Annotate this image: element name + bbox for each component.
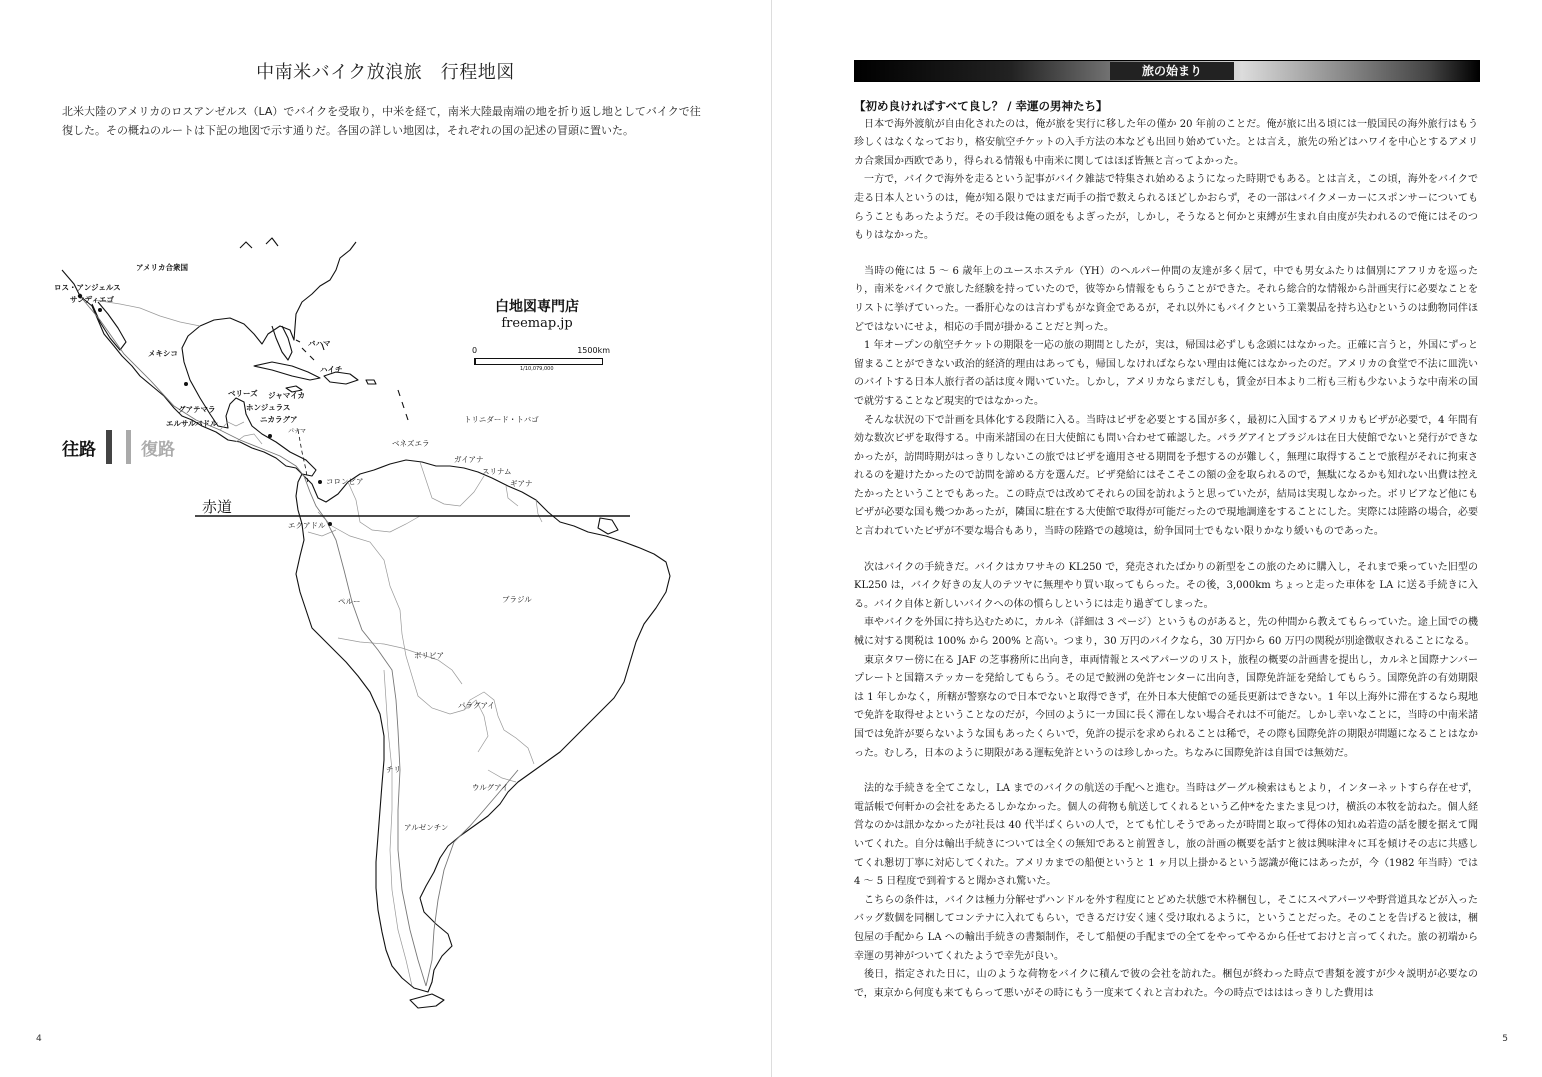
legend-return-label: 復路: [141, 439, 175, 460]
label-ecuador: エクアドル: [288, 521, 326, 530]
label-bahamas: バハマ: [308, 339, 331, 348]
label-brazil: ブラジル: [502, 595, 532, 604]
paragraph-gap: [854, 246, 1478, 263]
label-paraguay: パラグアイ: [458, 701, 495, 710]
right-page: [771, 0, 1542, 1077]
route-return-line: [426, 770, 518, 986]
equator-label: 赤道: [202, 498, 233, 516]
florida: [272, 326, 292, 360]
label-honduras: ホンジュラス: [246, 403, 291, 412]
scale-ratio-label: 1/10,079,000: [520, 366, 554, 372]
map-page-title: 中南米バイク放浪旅 行程地図: [256, 62, 515, 83]
map-scale-bar: [470, 346, 610, 376]
map-intro-text: 北米大陸のアメリカのロスアンゼルス（LA）でバイクを受取り，中米を経て，南米大陸最南端の地を折り返し地としてバイクで往復した。その概ねのルートは下記の地図で示す通りだ。各国の詳しい地図は，それぞれの国の記述の冒頭に置いた。: [62, 105, 701, 137]
chapter-title: 旅の始まり: [1110, 62, 1234, 80]
label-bolivia: ボリビア: [414, 651, 444, 660]
label-argentina: アルゼンチン: [404, 823, 449, 832]
map-credit-url: freemap.jp: [501, 316, 573, 331]
article-body: [854, 97, 1478, 1003]
label-trinidad: トリニダード・トバゴ: [464, 415, 539, 424]
puerto-rico: [366, 380, 376, 384]
paragraph: こちらの条件は，バイクは極力分解せずハンドルを外す程度にとどめた状態で木枠梱包し，そこにスペアパーツや野営道具などが入ったバッグ数個を同梱してコンテナに入れてもらい，できるだけ安く速く受け取れるように，ということだった。そのことを告げると彼は，梱包屋の手配から LA への輸出手続きの書類制作，そして船便の手配までの全てをやってやるから任せておけと言ってくれた。旅の初端から幸運の男神がついてくれたようで幸先が良い。: [854, 894, 1478, 962]
label-jamaica: ジャマイカ: [268, 391, 305, 400]
section-heading: 【初め良ければすべて良し？ / 幸運の男神たち】: [854, 99, 1108, 113]
label-venezuela: ベネズエラ: [392, 439, 430, 448]
label-chile: チリ: [386, 765, 401, 774]
paragraph: 車やバイクを外国に持ち込むために，カルネ（詳細は 3 ページ）というものがあると，先の仲間から教えてもらっていた。途上国での機械に対する関税は 100% から 200% と高い。つまり，30 万円のバイクなら，30 万円から 60 万円の関税が別途徴収されることになる。: [854, 617, 1478, 648]
label-guatemala: グアテマラ: [178, 405, 216, 414]
label-san-diego: サンディエゴ: [70, 295, 115, 304]
scale-max-label: 1500km: [577, 346, 610, 355]
paragraph: 当時の俺には 5 ～ 6 歳年上のユースホステル（YH）のヘルパー仲間の友達が多く居て，中でも男女ふたりは個別にアフリカを巡ったり，南米をバイクで旅した経験を持っていたので，彼等から情報をもらうことができた。それら総合的な情報から計画実行に必要なことをリストに挙げていった。一番肝心なのは言わずもがな資金であるが，それ以外にもバイクという工業製品を持ち込むというのは動物同伴ほどではないにせよ，相応の手間が掛かることだと判った。: [854, 265, 1478, 333]
paragraph-gap: [854, 763, 1478, 780]
paragraph: 法的な手続きを全てこなし，LA までのバイクの航送の手配へと進む。当時はグーグル検索はもとより，インターネットすら存在せず，電話帳で何軒かの会社をあたるしかなかった。個人の荷物も航送してくれるという乙仲*をたまたま見つけ，横浜の本牧を訪ねた。個人経営なのかは訊かなかったが社長は 40 代半ばくらいの人で，とても忙しそうであったが時間と取って得体の知れぬ若造の話を腰を据えて聞いてくれた。自分は輸出手続きについては全くの無知であると前置きし，旅の計画の概要を話すと彼は興味津々に耳を傾けその志に共感してくれ懇切丁寧に対応してくれた。アメリカまでの船便というと 1 ヶ月以上掛かるという認識が俺にはあったが，今（1982 年当時）では 4 ～ 5 日程度で到着すると聞かされ驚いた。: [854, 783, 1478, 888]
cuba: [254, 362, 320, 380]
label-suriname: スリナム: [482, 467, 512, 476]
paragraph: 後日，指定された日に，山のような荷物をバイクに積んで彼の会社を訪れた。梱包が終わった時点で書類を渡すが少々説明が必要なので，東京から何度も来てもらって悪いがその時にもう一度来てくれと言われた。今の時点ではははっきりした費用は: [854, 969, 1478, 999]
legend-return-swatch: [126, 430, 131, 464]
scale-zero-label: 0: [472, 346, 478, 355]
label-mexico: メキシコ: [148, 349, 178, 358]
label-los-angeles: ロス・アンジェルス: [54, 283, 121, 292]
label-colombia: コロンビア: [326, 477, 364, 486]
paragraph: 一方で，バイクで海外を走るという記事がバイク雑誌で特集され始めるようになった時期でもある。とは言え，この頃，海外をバイクで走る日本人というのは，俺が知る限りではまだ両手の指で数えられるほどしかおらず，その一部はバイクメーカーにスポンサーについてもらうこともあったようだ。その手段は俺の頭をもよぎったが，しかし，そうなると何かと束縛が生まれ自由度が失われるので俺にはそのつもりはなかった。: [854, 174, 1478, 242]
legend-outbound-swatch: [106, 430, 112, 464]
label-haiti: ハイチ: [320, 365, 343, 374]
paragraph-gap: [854, 542, 1478, 559]
page-number-left: 4: [36, 1034, 42, 1044]
label-panama: パナマ: [288, 428, 307, 435]
paragraph: 1 年オープンの航空チケットの期限を一応の旅の期間としたが，実は，帰国は必ずしも念頭にはなかった。正確に言うと，外国にずっと留まることができない政治的経済的理由はあっても，帰国しなければならない理由は俺にはなかったのだ。アメリカの食堂で不法に皿洗いのバイトする日本人旅行者の話は度々聞いていた。しかし，アメリカならまだしも，賃金が日本より二桁も三桁も少ないような中南米の国で就労することなど現実的ではなかった。: [854, 340, 1478, 407]
label-nicaragua: ニカラグア: [260, 415, 298, 424]
label-uruguay: ウルグアイ: [472, 783, 509, 792]
label-belize: ベリーズ: [228, 389, 258, 398]
south-america-coast: [296, 460, 670, 992]
label-usa: アメリカ合衆国: [136, 263, 188, 272]
map-credit-name: 白地図専門店: [495, 299, 579, 315]
map-credit: [492, 296, 582, 331]
label-peru: ペルー: [338, 597, 361, 606]
paragraph: そんな状況の下で計画を具体化する段階に入る。当時はビザを必要とする国が多く，最初に入国するアメリカもビザが必要で，4 年間有効な数次ビザを取得する。中南米諸国の在日大使館にも問い合わせて確認した。パラグアイとブラジルは在日大使館でないと発行ができなかったが，訪問時期がはっきりしないこの旅ではビザを適用させる期間を予想するのが難しく，無理に取得することで旅程がそれに拘束されるのを避けたかったので訪問を諦める方を選んだ。ビザ発給にはそこそこの額の金を取られるので，無駄になるかも知れない出費は控えたかったということでもあった。この時点では改めてそれらの国を訪れようと思っていたが，結局は実現しなかった。ボリビアなど他にもビザが必要な国も幾つかあったが，隣国に駐在する大使館で取得が可能だったので現地調達をすることにした。実際には陸路の場合，必要と言われていたビザが不要な場合もあり，当時の陸路での越境は，紛争国同士でもない限りかなり緩いものであった。: [854, 414, 1478, 538]
paragraph: 日本で海外渡航が自由化されたのは，俺が旅を実行に移した年の僅か 20 年前のことだ。俺が旅に出る頃には一般国民の海外旅行はもう珍しくはなくなっており，格安航空チケットの入手方法の本なども出回り始めていた。とは言え，旅先の殆どはハワイを中心とするアメリカ合衆国か西欧であり，得られる情報も中南米に関してはほぼ皆無と言ってよかった。: [854, 118, 1478, 167]
label-guiana: ギアナ: [510, 479, 533, 488]
label-guyana: ガイアナ: [454, 455, 484, 464]
label-el-salvador: エルサルバドル: [166, 419, 218, 428]
baja-california: [92, 302, 126, 350]
scale-line: [474, 358, 603, 365]
legend-outbound-label: 往路: [62, 439, 96, 460]
chapter-header-bar: [854, 60, 1480, 82]
paragraph: 次はバイクの手続きだ。バイクはカワサキの KL250 で，発売されたばかりの新型をこの旅のために購入し，それまで乗っていた旧型の KL250 は，バイク好きの友人のテツヤに無理やり買い取ってもらった。その後，3,000km ちょっと走った車体を LA に送る手続きに入る。バイク自体と新しいバイクへの体の慣らしというには走り過ぎてしまった。: [854, 561, 1478, 610]
route-legend: [62, 430, 175, 464]
page-number-right: 5: [1502, 1034, 1508, 1044]
paragraph: 東京タワー傍に在る JAF の芝事務所に出向き，車両情報とスペアパーツのリスト，旅程の概要の計画書を提出し，カルネと国際ナンバープレートと国籍ステッカーを発給してもらう。その足で鮫洲の免許センターに出向き，国際免許証を発給してもらう。国際免許の有効期限は 1 年しかなく，所轄が警察なので日本でないと取得できず，在外日本大使館での延長更新はできない。1 年以上海外に滞在するなら現地で免許を取得せよということなのだが，今回のように一カ国に長く滞在しない場合それは不可能だ。しかし幸いなことに，当時の中南米諸国では免許が要らないような国もあったくらいで，免許の提示を求められることは稀で，その際も国際免許の期限が問題になることはなかった。むしろ，日本のように期限がある運転免許というのは珍しかった。ちなみに国際免許は自国では無効だ。: [854, 654, 1478, 759]
